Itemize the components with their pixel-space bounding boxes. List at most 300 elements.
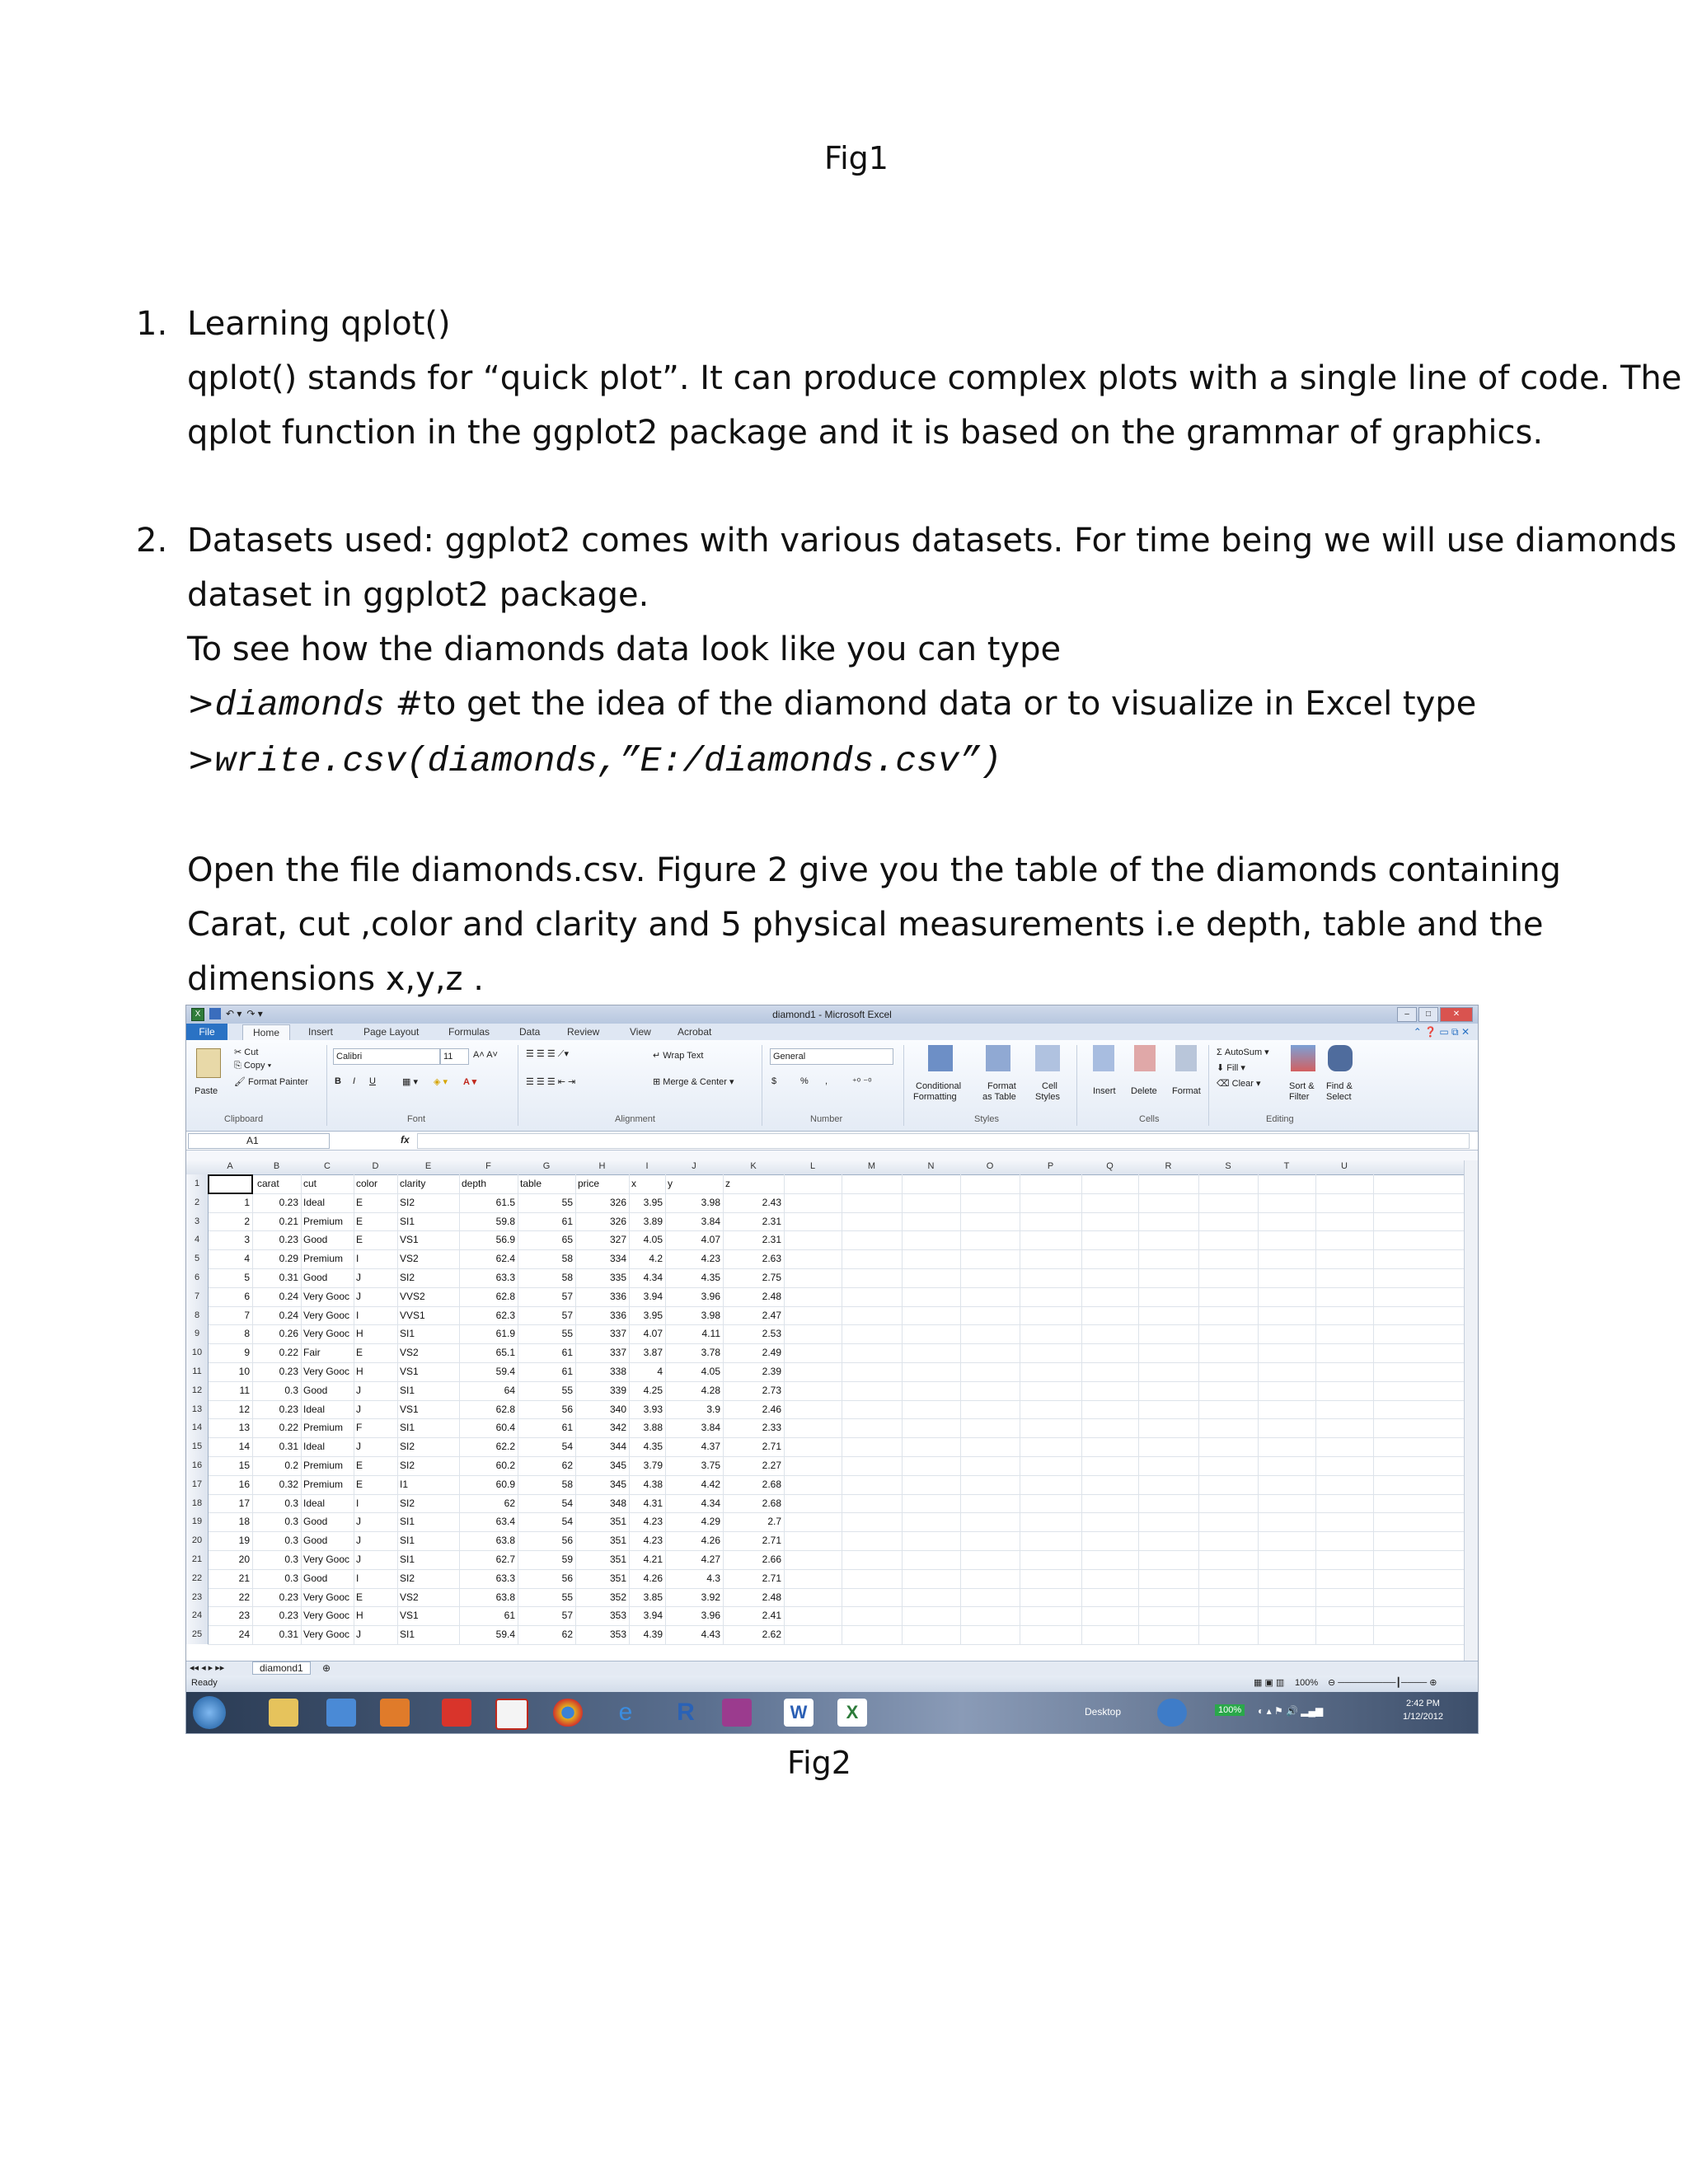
table-cell[interactable]: SI2: [400, 1497, 415, 1509]
table-cell[interactable]: SI1: [400, 1516, 415, 1528]
table-cell[interactable]: 2: [244, 1215, 250, 1227]
table-cell[interactable]: J: [356, 1290, 361, 1302]
format-as-table-icon[interactable]: [986, 1045, 1010, 1071]
table-cell[interactable]: 3.89: [643, 1215, 663, 1227]
table-cell[interactable]: 0.31: [279, 1272, 298, 1283]
table-cell[interactable]: x: [631, 1178, 636, 1189]
table-cell[interactable]: 62: [561, 1460, 573, 1471]
table-cell[interactable]: 0.23: [279, 1366, 298, 1377]
table-cell[interactable]: 62.3: [495, 1309, 515, 1321]
table-cell[interactable]: Premium: [303, 1253, 344, 1265]
table-cell[interactable]: 335: [609, 1272, 626, 1283]
table-cell[interactable]: 62.4: [495, 1253, 515, 1265]
table-cell[interactable]: 3.92: [701, 1591, 720, 1603]
sort-filter-label[interactable]: Sort &: [1289, 1081, 1315, 1091]
table-cell[interactable]: 0.23: [279, 1196, 298, 1208]
copy-button[interactable]: ⎘ Copy ▾: [234, 1061, 272, 1071]
media-player-icon[interactable]: [380, 1699, 410, 1727]
find-select-icon[interactable]: [1328, 1045, 1353, 1071]
winrar-icon[interactable]: [722, 1699, 752, 1727]
table-cell[interactable]: Good: [303, 1516, 328, 1528]
table-cell[interactable]: 24: [238, 1629, 250, 1641]
close-button[interactable]: ✕: [1440, 1007, 1473, 1022]
column-header[interactable]: M: [867, 1161, 876, 1171]
table-cell[interactable]: 337: [609, 1328, 626, 1340]
row-header[interactable]: 5: [186, 1249, 209, 1268]
table-cell[interactable]: 2.41: [762, 1610, 781, 1622]
table-cell[interactable]: 3.96: [701, 1610, 720, 1622]
table-cell[interactable]: 4.35: [643, 1441, 663, 1453]
merge-center-button[interactable]: ⊞ Merge & Center ▾: [653, 1077, 734, 1087]
table-cell[interactable]: 0.3: [284, 1516, 298, 1528]
row-header[interactable]: 23: [186, 1588, 209, 1607]
table-cell[interactable]: 2.31: [762, 1215, 781, 1227]
table-cell[interactable]: J: [356, 1516, 361, 1528]
table-cell[interactable]: 353: [609, 1629, 626, 1641]
column-header[interactable]: A: [227, 1161, 233, 1171]
table-cell[interactable]: 15: [238, 1460, 250, 1471]
tab-data[interactable]: Data: [519, 1026, 541, 1038]
table-cell[interactable]: 4.05: [701, 1366, 720, 1377]
table-cell[interactable]: 0.31: [279, 1441, 298, 1453]
table-cell[interactable]: 63.3: [495, 1272, 515, 1283]
font-color-icon[interactable]: A ▾: [463, 1077, 477, 1087]
table-cell[interactable]: 62.8: [495, 1403, 515, 1415]
table-cell[interactable]: 62.7: [495, 1554, 515, 1565]
table-cell[interactable]: 351: [609, 1535, 626, 1547]
table-cell[interactable]: 59.4: [495, 1366, 515, 1377]
table-cell[interactable]: 4: [657, 1366, 663, 1377]
table-cell[interactable]: 345: [609, 1478, 626, 1490]
tab-file[interactable]: File: [186, 1024, 227, 1040]
table-cell[interactable]: 0.23: [279, 1403, 298, 1415]
table-cell[interactable]: 3.9: [706, 1403, 720, 1415]
format-as-table-label[interactable]: Format: [987, 1081, 1016, 1091]
table-cell[interactable]: E: [356, 1591, 363, 1603]
cell-styles-label2[interactable]: Styles: [1035, 1092, 1060, 1102]
table-cell[interactable]: 4.27: [701, 1554, 720, 1565]
cell-styles-label[interactable]: Cell: [1042, 1081, 1057, 1091]
table-cell[interactable]: E: [356, 1196, 363, 1208]
acrobat-icon[interactable]: [495, 1699, 528, 1730]
table-cell[interactable]: 1: [244, 1196, 250, 1208]
table-cell[interactable]: 2.62: [762, 1629, 781, 1641]
sheet-tab-diamond1[interactable]: diamond1: [252, 1661, 311, 1675]
table-cell[interactable]: 0.24: [279, 1309, 298, 1321]
table-cell[interactable]: 3.84: [701, 1215, 720, 1227]
table-cell[interactable]: Ideal: [303, 1441, 326, 1453]
table-cell[interactable]: SI2: [400, 1272, 415, 1283]
table-cell[interactable]: Very Gooc: [303, 1629, 350, 1641]
table-cell[interactable]: SI1: [400, 1422, 415, 1434]
table-cell[interactable]: 56: [561, 1535, 573, 1547]
fx-icon[interactable]: fx: [401, 1134, 410, 1146]
table-cell[interactable]: 14: [238, 1441, 250, 1453]
column-header[interactable]: J: [692, 1161, 696, 1171]
table-cell[interactable]: 55: [561, 1196, 573, 1208]
table-cell[interactable]: 2.49: [762, 1347, 781, 1359]
tray-icons[interactable]: ◐ ▴ ⚑ 🔊 ▂▄▆: [1258, 1705, 1324, 1717]
row-header[interactable]: 21: [186, 1550, 209, 1569]
table-cell[interactable]: 0.23: [279, 1591, 298, 1603]
table-cell[interactable]: 2.66: [762, 1554, 781, 1565]
table-cell[interactable]: Ideal: [303, 1497, 326, 1509]
percent-button[interactable]: %: [800, 1076, 809, 1086]
table-cell[interactable]: 4.39: [643, 1629, 663, 1641]
table-cell[interactable]: 4.26: [701, 1535, 720, 1547]
table-cell[interactable]: 2.53: [762, 1328, 781, 1340]
table-cell[interactable]: Fair: [303, 1347, 321, 1359]
table-cell[interactable]: Ideal: [303, 1403, 326, 1415]
align-icons[interactable]: ☰ ☰ ☰ ⇤ ⇥: [526, 1077, 576, 1087]
desktop-label[interactable]: Desktop: [1085, 1706, 1122, 1718]
table-cell[interactable]: 18: [238, 1516, 250, 1528]
table-cell[interactable]: 3.75: [701, 1460, 720, 1471]
tab-formulas[interactable]: Formulas: [448, 1026, 490, 1038]
table-cell[interactable]: 63.8: [495, 1591, 515, 1603]
fill-button[interactable]: ⬇ Fill ▾: [1217, 1063, 1245, 1073]
table-cell[interactable]: 8: [244, 1328, 250, 1340]
table-cell[interactable]: 3.78: [701, 1347, 720, 1359]
table-cell[interactable]: Good: [303, 1272, 328, 1283]
table-cell[interactable]: 17: [238, 1497, 250, 1509]
table-cell[interactable]: 4.05: [643, 1234, 663, 1246]
font-name-select[interactable]: Calibri: [333, 1048, 440, 1065]
chrome-icon[interactable]: [553, 1699, 583, 1727]
column-header[interactable]: O: [986, 1161, 994, 1171]
table-cell[interactable]: J: [356, 1441, 361, 1453]
selected-cell-a1[interactable]: [208, 1174, 253, 1194]
table-cell[interactable]: 2.71: [762, 1535, 781, 1547]
table-cell[interactable]: Premium: [303, 1422, 344, 1434]
table-cell[interactable]: 61: [561, 1366, 573, 1377]
table-cell[interactable]: 0.24: [279, 1290, 298, 1302]
table-cell[interactable]: 351: [609, 1516, 626, 1528]
table-cell[interactable]: E: [356, 1234, 363, 1246]
column-header[interactable]: F: [485, 1161, 491, 1171]
row-header[interactable]: 6: [186, 1268, 209, 1287]
table-cell[interactable]: 61.9: [495, 1328, 515, 1340]
table-cell[interactable]: 63.3: [495, 1572, 515, 1584]
table-cell[interactable]: VS1: [400, 1366, 419, 1377]
table-cell[interactable]: 60.4: [495, 1422, 515, 1434]
table-cell[interactable]: SI2: [400, 1460, 415, 1471]
table-cell[interactable]: 4.25: [643, 1384, 663, 1396]
table-cell[interactable]: 3.94: [643, 1610, 663, 1622]
vertical-scrollbar[interactable]: [1464, 1160, 1478, 1661]
minimize-button[interactable]: –: [1397, 1007, 1417, 1022]
find-select-label2[interactable]: Select: [1326, 1092, 1352, 1102]
table-cell[interactable]: 4.23: [643, 1535, 663, 1547]
table-cell[interactable]: SI2: [400, 1196, 415, 1208]
table-cell[interactable]: J: [356, 1535, 361, 1547]
table-cell[interactable]: 3.94: [643, 1290, 663, 1302]
app-red-icon[interactable]: [442, 1699, 471, 1727]
table-cell[interactable]: VS2: [400, 1347, 419, 1359]
table-cell[interactable]: 61.5: [495, 1196, 515, 1208]
table-cell[interactable]: 339: [609, 1384, 626, 1396]
table-cell[interactable]: 4.2: [649, 1253, 663, 1265]
italic-button[interactable]: I: [353, 1076, 356, 1086]
table-cell[interactable]: 351: [609, 1572, 626, 1584]
format-cells-icon[interactable]: [1175, 1045, 1197, 1071]
column-header[interactable]: E: [424, 1161, 432, 1171]
table-cell[interactable]: z: [725, 1178, 730, 1189]
row-header[interactable]: 10: [186, 1343, 209, 1362]
cell-styles-icon[interactable]: [1035, 1045, 1060, 1071]
row-header[interactable]: 9: [186, 1324, 209, 1343]
format-as-table-label2[interactable]: as Table: [982, 1092, 1016, 1102]
fill-color-icon[interactable]: ◈ ▾: [434, 1077, 448, 1087]
table-cell[interactable]: 55: [561, 1328, 573, 1340]
cut-button[interactable]: ✂ Cut: [234, 1047, 259, 1057]
table-cell[interactable]: 4.28: [701, 1384, 720, 1396]
table-cell[interactable]: 4.07: [701, 1234, 720, 1246]
table-cell[interactable]: 57: [561, 1309, 573, 1321]
table-cell[interactable]: 10: [238, 1366, 250, 1377]
table-cell[interactable]: 9: [244, 1347, 250, 1359]
table-cell[interactable]: 3.84: [701, 1422, 720, 1434]
table-cell[interactable]: 4.07: [643, 1328, 663, 1340]
tab-home[interactable]: Home: [242, 1024, 290, 1040]
row-header[interactable]: 19: [186, 1512, 209, 1531]
table-cell[interactable]: 0.3: [284, 1572, 298, 1584]
table-cell[interactable]: 5: [244, 1272, 250, 1283]
column-header[interactable]: Q: [1106, 1161, 1114, 1171]
table-cell[interactable]: 23: [238, 1610, 250, 1622]
r-icon[interactable]: R: [677, 1699, 695, 1726]
tab-insert[interactable]: Insert: [308, 1026, 334, 1038]
row-header[interactable]: 12: [186, 1381, 209, 1400]
row-header[interactable]: 25: [186, 1625, 209, 1644]
sort-filter-icon[interactable]: [1291, 1045, 1315, 1071]
table-cell[interactable]: 58: [561, 1478, 573, 1490]
table-cell[interactable]: 60.9: [495, 1478, 515, 1490]
tab-review[interactable]: Review: [567, 1026, 600, 1038]
table-cell[interactable]: 55: [561, 1384, 573, 1396]
format-label[interactable]: Format: [1172, 1086, 1201, 1096]
table-cell[interactable]: SI1: [400, 1554, 415, 1565]
table-cell[interactable]: 60.2: [495, 1460, 515, 1471]
table-cell[interactable]: I: [356, 1253, 359, 1265]
table-cell[interactable]: 2.47: [762, 1309, 781, 1321]
column-header[interactable]: B: [273, 1161, 280, 1171]
table-cell[interactable]: 327: [609, 1234, 626, 1246]
table-cell[interactable]: carat: [257, 1178, 279, 1189]
tab-view[interactable]: View: [630, 1026, 651, 1038]
table-cell[interactable]: SI1: [400, 1384, 415, 1396]
table-cell[interactable]: 0.21: [279, 1215, 298, 1227]
number-format-select[interactable]: General: [770, 1048, 893, 1065]
row-header[interactable]: 8: [186, 1306, 209, 1325]
table-cell[interactable]: I: [356, 1572, 359, 1584]
table-cell[interactable]: 59.8: [495, 1215, 515, 1227]
table-cell[interactable]: E: [356, 1347, 363, 1359]
comma-button[interactable]: ,: [825, 1076, 828, 1086]
table-cell[interactable]: H: [356, 1328, 363, 1340]
table-cell[interactable]: color: [356, 1178, 378, 1189]
table-cell[interactable]: 65: [561, 1234, 573, 1246]
table-cell[interactable]: J: [356, 1272, 361, 1283]
conditional-formatting-icon[interactable]: [928, 1045, 953, 1071]
table-cell[interactable]: VS1: [400, 1403, 419, 1415]
table-cell[interactable]: 0.23: [279, 1234, 298, 1246]
table-cell[interactable]: clarity: [400, 1178, 426, 1189]
table-cell[interactable]: 4.11: [701, 1328, 720, 1340]
table-cell[interactable]: Good: [303, 1572, 328, 1584]
table-cell[interactable]: Very Gooc: [303, 1554, 350, 1565]
table-cell[interactable]: SI1: [400, 1328, 415, 1340]
table-cell[interactable]: 62: [561, 1629, 573, 1641]
table-cell[interactable]: 2.31: [762, 1234, 781, 1246]
row-header[interactable]: 7: [186, 1287, 209, 1306]
table-cell[interactable]: 4.23: [643, 1516, 663, 1528]
table-cell[interactable]: 0.2: [284, 1460, 298, 1471]
row-header[interactable]: 1: [186, 1174, 209, 1193]
column-header[interactable]: L: [809, 1161, 816, 1171]
table-cell[interactable]: price: [578, 1178, 600, 1189]
table-cell[interactable]: 345: [609, 1460, 626, 1471]
table-cell[interactable]: 3: [244, 1234, 250, 1246]
table-cell[interactable]: 351: [609, 1554, 626, 1565]
format-painter-button[interactable]: 🖌 Format Painter: [234, 1077, 308, 1087]
find-select-label[interactable]: Find &: [1326, 1081, 1353, 1091]
sort-filter-label2[interactable]: Filter: [1289, 1092, 1310, 1102]
table-cell[interactable]: 54: [561, 1441, 573, 1453]
table-cell[interactable]: 62: [504, 1497, 515, 1509]
column-header[interactable]: R: [1165, 1161, 1172, 1171]
table-cell[interactable]: 57: [561, 1610, 573, 1622]
table-cell[interactable]: 0.23: [279, 1610, 298, 1622]
table-cell[interactable]: VS1: [400, 1610, 419, 1622]
align-top-icons[interactable]: ☰ ☰ ☰ ⟋▾: [526, 1049, 569, 1059]
table-cell[interactable]: 55: [561, 1591, 573, 1603]
table-cell[interactable]: Good: [303, 1234, 328, 1246]
column-header[interactable]: S: [1225, 1161, 1231, 1171]
table-cell[interactable]: 2.63: [762, 1253, 781, 1265]
start-button-icon[interactable]: [193, 1696, 226, 1729]
table-cell[interactable]: 326: [609, 1196, 626, 1208]
column-header[interactable]: N: [927, 1161, 935, 1171]
table-cell[interactable]: 4: [244, 1253, 250, 1265]
table-cell[interactable]: F: [356, 1422, 363, 1434]
table-cell[interactable]: 348: [609, 1497, 626, 1509]
table-cell[interactable]: 3.98: [701, 1196, 720, 1208]
table-cell[interactable]: 59.4: [495, 1629, 515, 1641]
table-cell[interactable]: SI2: [400, 1441, 415, 1453]
table-cell[interactable]: table: [520, 1178, 542, 1189]
table-cell[interactable]: 0.3: [284, 1535, 298, 1547]
table-cell[interactable]: 334: [609, 1253, 626, 1265]
undo-icon[interactable]: ↶ ▾: [226, 1008, 242, 1019]
wrap-text-button[interactable]: ↵ Wrap Text: [653, 1051, 704, 1061]
table-cell[interactable]: 20: [238, 1554, 250, 1565]
table-cell[interactable]: 4.34: [701, 1497, 720, 1509]
row-header[interactable]: 22: [186, 1569, 209, 1588]
table-cell[interactable]: 336: [609, 1309, 626, 1321]
table-cell[interactable]: 2.27: [762, 1460, 781, 1471]
table-cell[interactable]: 2.46: [762, 1403, 781, 1415]
table-cell[interactable]: 2.43: [762, 1196, 781, 1208]
table-cell[interactable]: 340: [609, 1403, 626, 1415]
table-cell[interactable]: 11: [239, 1384, 250, 1396]
network-icon[interactable]: [1157, 1699, 1187, 1727]
column-header[interactable]: H: [598, 1161, 606, 1171]
table-cell[interactable]: 3.98: [701, 1309, 720, 1321]
row-header[interactable]: 2: [186, 1193, 209, 1212]
autosum-button[interactable]: Σ AutoSum ▾: [1217, 1047, 1269, 1057]
grow-font-icon[interactable]: A˄ A˅: [473, 1050, 498, 1060]
table-cell[interactable]: VS2: [400, 1591, 419, 1603]
table-cell[interactable]: 2.71: [762, 1572, 781, 1584]
table-cell[interactable]: cut: [303, 1178, 317, 1189]
table-cell[interactable]: J: [356, 1384, 361, 1396]
tab-page-layout[interactable]: Page Layout: [363, 1026, 420, 1038]
currency-button[interactable]: $: [771, 1076, 777, 1086]
table-cell[interactable]: 61: [504, 1610, 515, 1622]
row-header[interactable]: 14: [186, 1418, 209, 1437]
table-cell[interactable]: J: [356, 1403, 361, 1415]
table-cell[interactable]: 4.31: [643, 1497, 663, 1509]
table-cell[interactable]: 2.39: [762, 1366, 781, 1377]
table-cell[interactable]: 0.32: [279, 1478, 298, 1490]
table-cell[interactable]: J: [356, 1629, 361, 1641]
table-cell[interactable]: Ideal: [303, 1196, 326, 1208]
table-cell[interactable]: I: [356, 1497, 359, 1509]
table-cell[interactable]: 65.1: [495, 1347, 515, 1359]
table-cell[interactable]: 4.23: [701, 1253, 720, 1265]
app-icon[interactable]: [326, 1699, 356, 1727]
column-header[interactable]: T: [1283, 1161, 1290, 1171]
table-cell[interactable]: 2.71: [762, 1441, 781, 1453]
table-cell[interactable]: 12: [238, 1403, 250, 1415]
table-cell[interactable]: 2.48: [762, 1591, 781, 1603]
table-cell[interactable]: VS2: [400, 1253, 419, 1265]
table-cell[interactable]: Very Gooc: [303, 1328, 350, 1340]
table-cell[interactable]: 0.3: [284, 1384, 298, 1396]
new-sheet-icon[interactable]: ⊕: [322, 1662, 331, 1674]
table-cell[interactable]: 0.26: [279, 1328, 298, 1340]
table-cell[interactable]: 2.7: [767, 1516, 781, 1528]
table-cell[interactable]: 19: [238, 1535, 250, 1547]
column-header[interactable]: U: [1341, 1161, 1348, 1171]
table-cell[interactable]: depth: [462, 1178, 487, 1189]
internet-explorer-icon[interactable]: e: [618, 1699, 633, 1726]
table-cell[interactable]: VS1: [400, 1234, 419, 1246]
excel-taskbar-icon[interactable]: X: [837, 1699, 867, 1727]
table-cell[interactable]: 3.93: [643, 1403, 663, 1415]
maximize-button[interactable]: □: [1418, 1007, 1438, 1022]
table-cell[interactable]: 54: [561, 1516, 573, 1528]
bold-button[interactable]: B: [335, 1076, 341, 1086]
table-cell[interactable]: 13: [238, 1422, 250, 1434]
column-header[interactable]: I: [645, 1161, 649, 1171]
table-cell[interactable]: E: [356, 1478, 363, 1490]
table-cell[interactable]: Premium: [303, 1478, 344, 1490]
table-cell[interactable]: 4.26: [643, 1572, 663, 1584]
table-cell[interactable]: 63.8: [495, 1535, 515, 1547]
table-cell[interactable]: 353: [609, 1610, 626, 1622]
table-cell[interactable]: 338: [609, 1366, 626, 1377]
table-cell[interactable]: 4.29: [701, 1516, 720, 1528]
table-cell[interactable]: 4.38: [643, 1478, 663, 1490]
insert-label[interactable]: Insert: [1093, 1086, 1116, 1096]
table-cell[interactable]: E: [356, 1215, 363, 1227]
help-icon[interactable]: ⌃ ❓ ▭ ⧉ ✕: [1413, 1026, 1470, 1038]
font-size-select[interactable]: 11: [440, 1048, 469, 1065]
table-cell[interactable]: 56.9: [495, 1234, 515, 1246]
table-cell[interactable]: VVS1: [400, 1309, 425, 1321]
